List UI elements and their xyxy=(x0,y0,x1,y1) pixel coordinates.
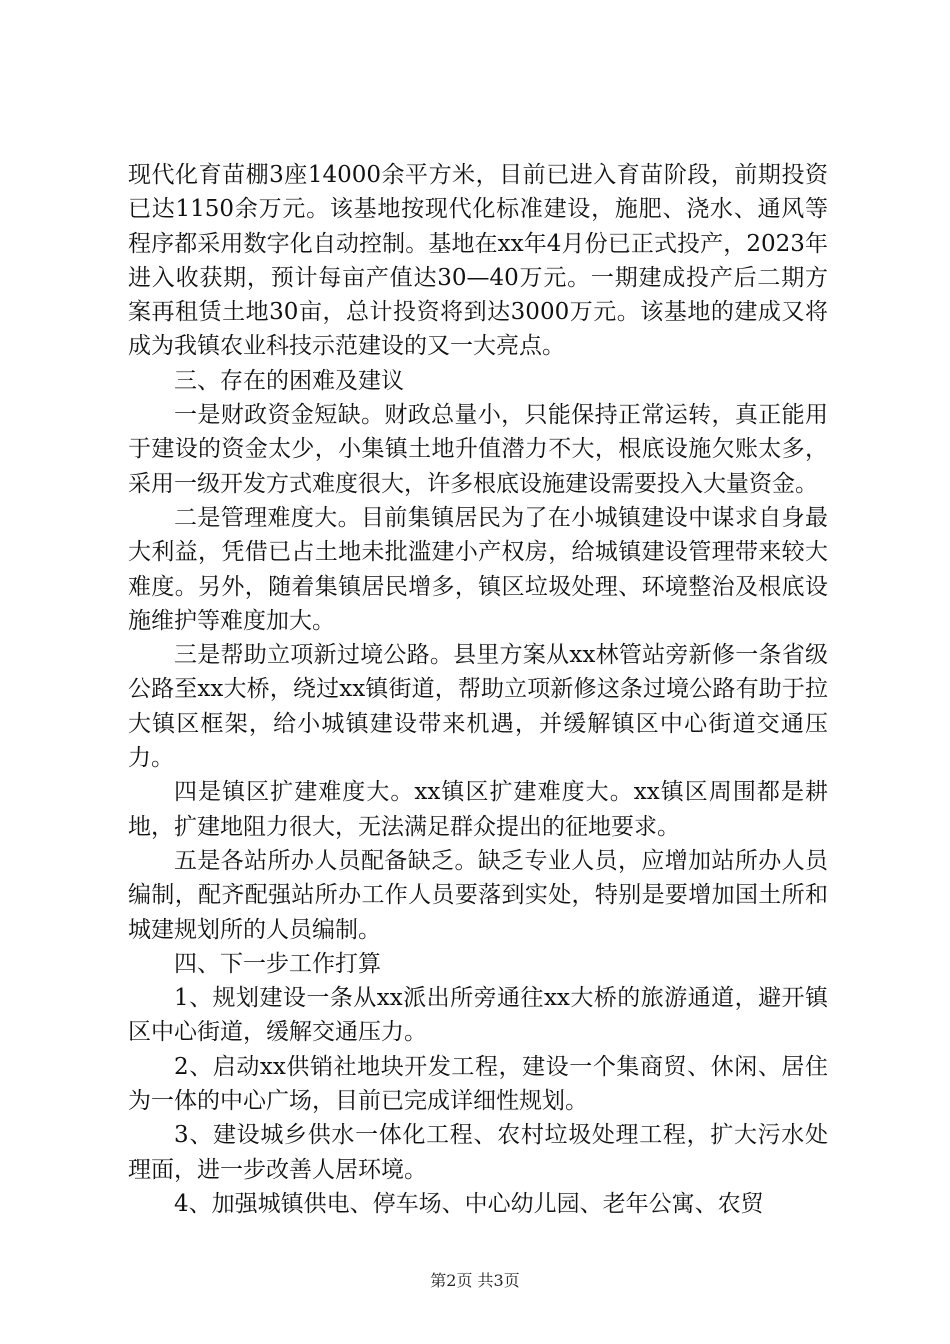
paragraph-expansion: 四是镇区扩建难度大。xx镇区扩建难度大。xx镇区周围都是耕地，扩建地阻力很大，无法满足群众提出的征地要求。 xyxy=(128,779,828,840)
section-heading-difficulties: 三、存在的困难及建议 xyxy=(174,367,404,394)
list-item-3: 3、建设城乡供水一体化工程、农村垃圾处理工程，扩大污水处理面，进一步改善人居环境。 xyxy=(128,1122,828,1183)
paragraph-management: 二是管理难度大。目前集镇居民为了在小城镇建设中谋求自身最大利益，凭借已占土地未批滥建小产权房，给城镇建设管理带来较大难度。另外，随着集镇居民增多，镇区垃圾处理、环境整治及根底设施维护等难度加大。 xyxy=(128,504,828,634)
list-item-4: 4、加强城镇供电、停车场、中心幼儿园、老年公寓、农贸 xyxy=(174,1190,764,1217)
section-heading-next-steps: 四、下一步工作打算 xyxy=(174,950,381,977)
paragraph-finance: 一是财政资金短缺。财政总量小，只能保持正常运转，真正能用于建设的资金太少，小集镇土地升值潜力不大，根底设施欠账太多，采用一级开发方式难度很大，许多根底设施建设需要投入大量资金。 xyxy=(128,402,828,497)
paragraph-staffing: 五是各站所办人员配备缺乏。缺乏专业人员，应增加站所办人员编制，配齐配强站所办工作人员要落到实处，特别是要增加国土所和城建规划所的人员编制。 xyxy=(128,847,828,943)
list-item-2: 2、启动xx供销社地块开发工程，建设一个集商贸、休闲、居住为一体的中心广场，目前已完成详细性规划。 xyxy=(128,1053,828,1115)
page-footer: 第2页 共3页 xyxy=(430,1271,520,1290)
paragraph-highway: 三是帮助立项新过境公路。县里方案从xx林管站旁新修一条省级公路至xx大桥，绕过xx镇街道，帮助立项新修这条过境公路有助于拉大镇区框架，给小城镇建设带来机遇，并缓解镇区中心街道交通压力。 xyxy=(128,642,828,772)
document-body xyxy=(128,158,828,1221)
paragraph-1: 现代化育苗棚3座14000余平方米，目前已进入育苗阶段，前期投资已达1150余万元。该基地按现代化标准建设，施肥、浇水、通风等程序都采用数字化自动控制。基地在xx年4月份已正式投产，2023年进入收获期，预计每亩产值达30—40万元。一期建成投产后二期方案再租赁土地30亩，总计投资将到达3000万元。该基地的建成又将成为我镇农业科技示范建设的又一大亮点。 xyxy=(128,162,828,360)
list-item-1: 1、规划建设一条从xx派出所旁通往xx大桥的旅游通道，避开镇区中心街道，缓解交通压力。 xyxy=(128,985,828,1046)
